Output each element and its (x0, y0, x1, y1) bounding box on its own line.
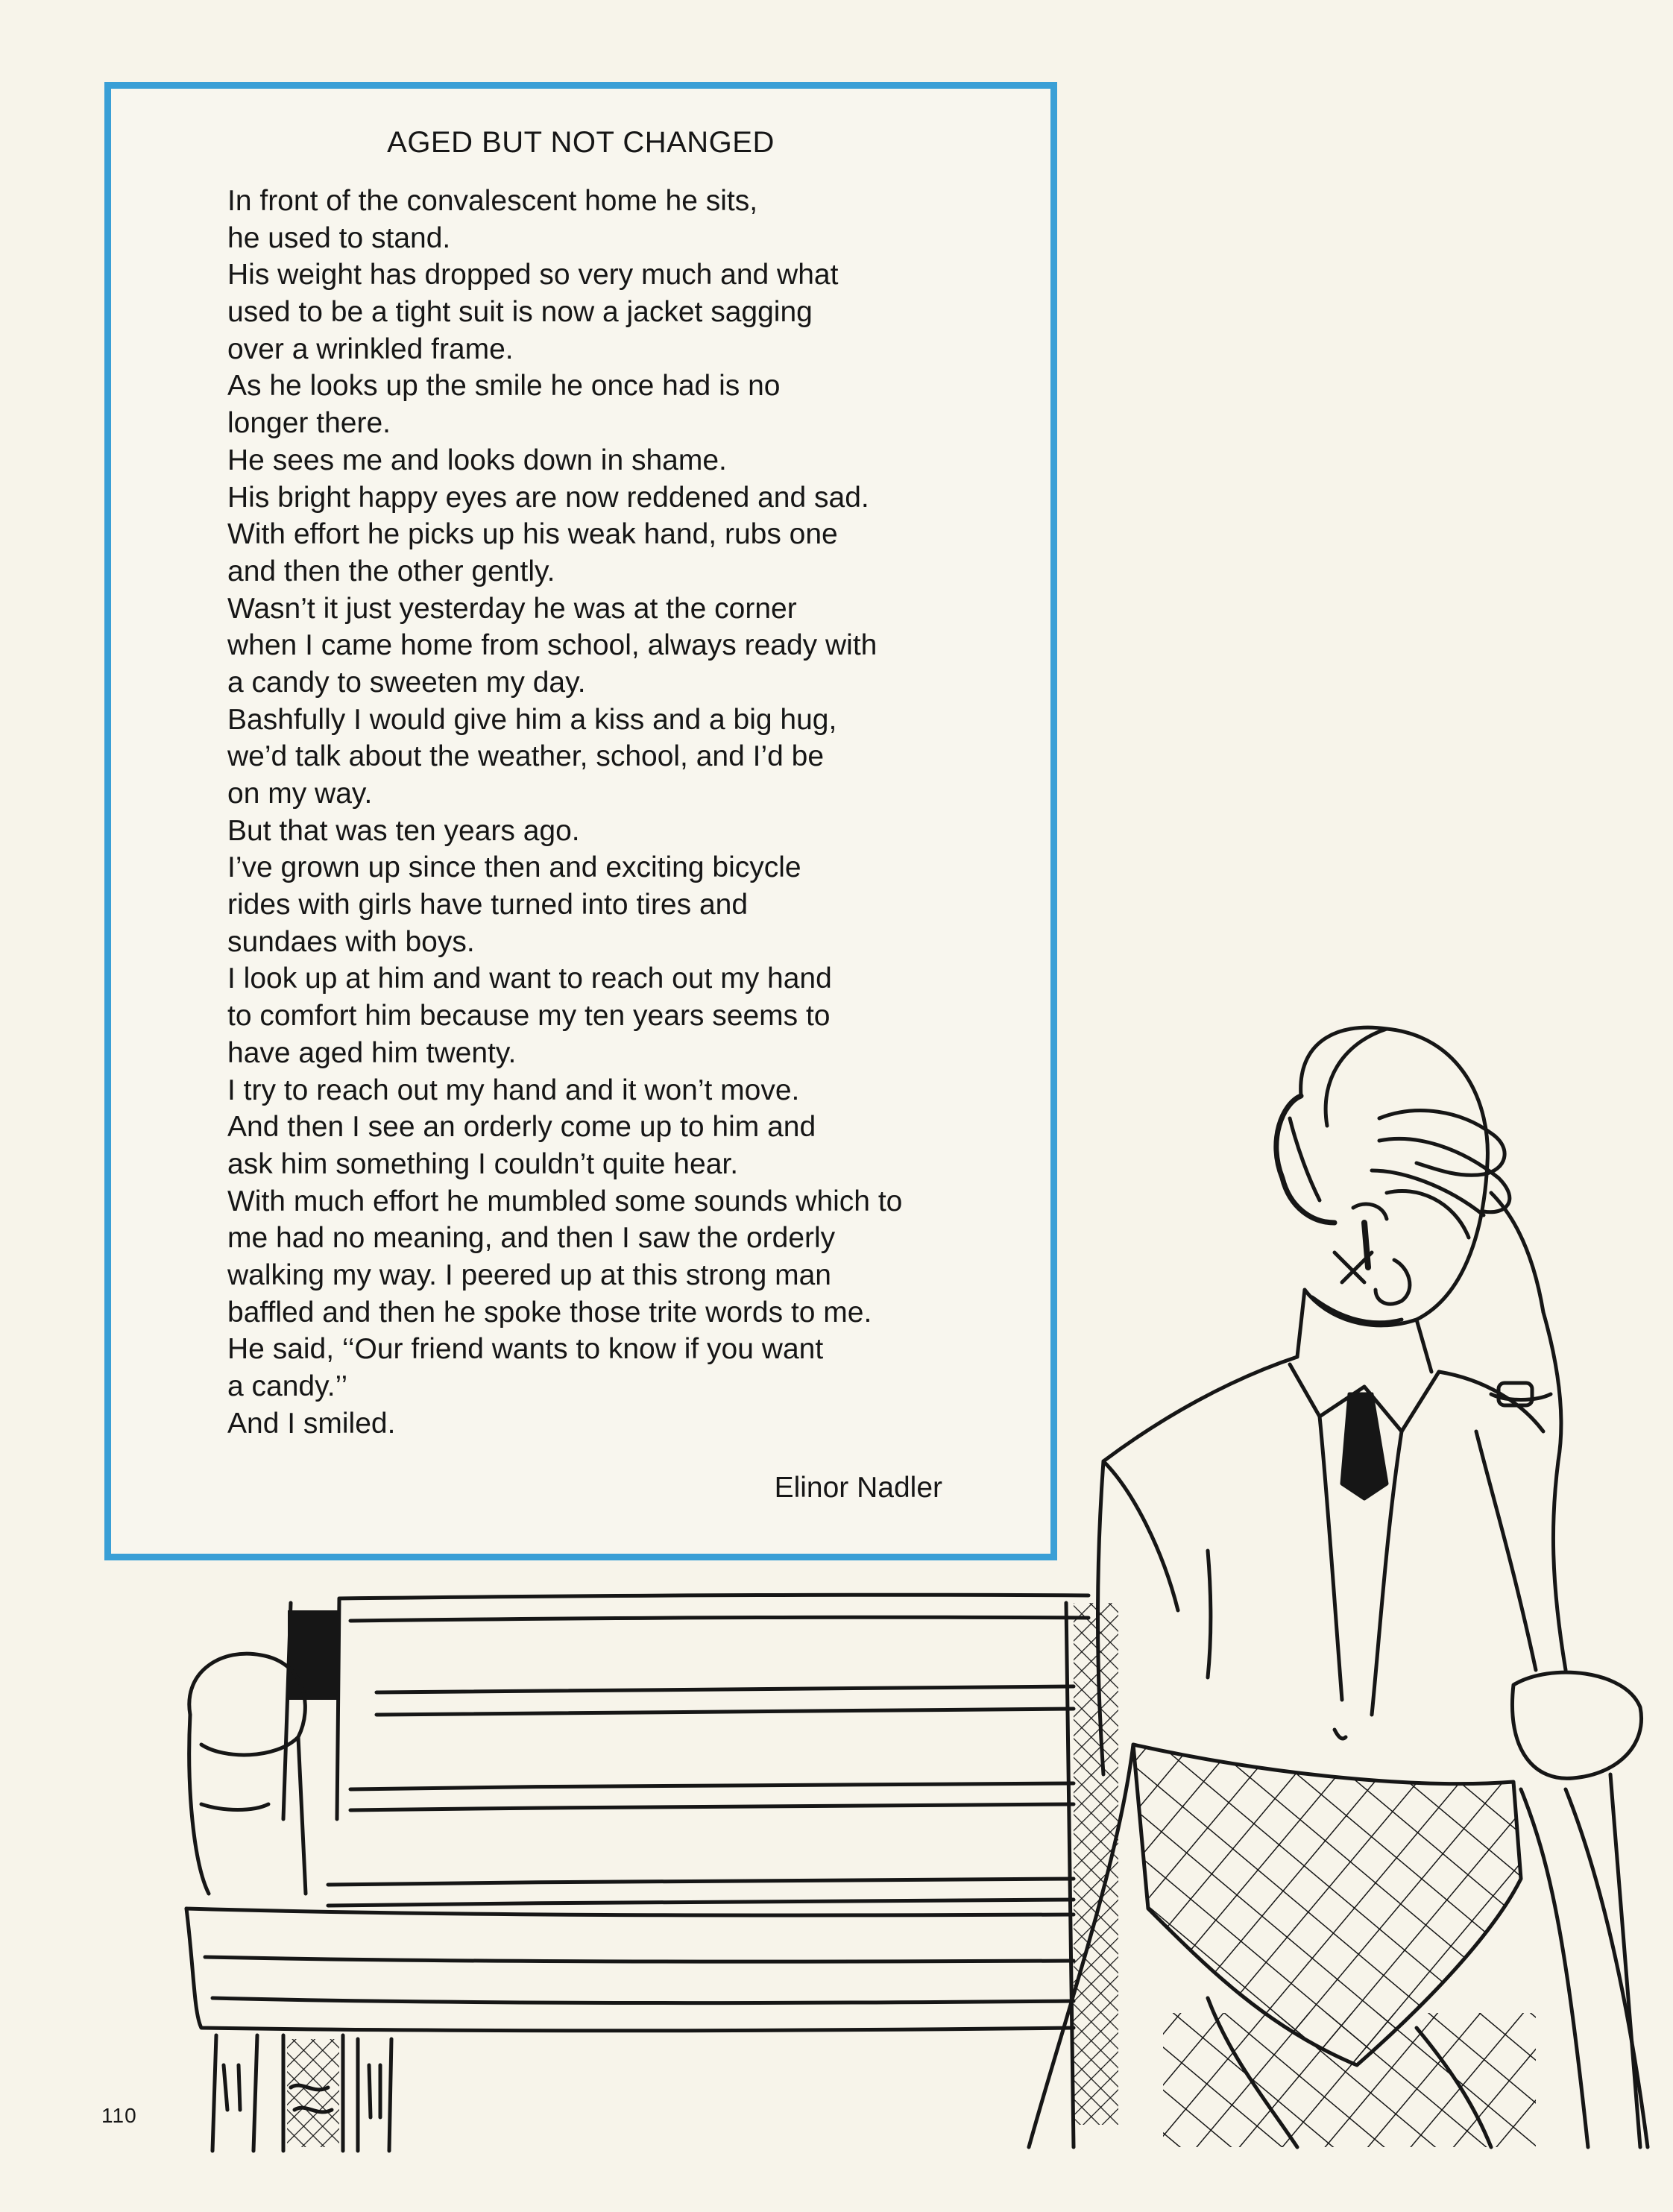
page-number: 110 (101, 2104, 137, 2127)
poem-line: baffled and then he spoke those trite words to me. (227, 1296, 872, 1329)
poem-line: With much effort he mumbled some sounds which to (227, 1185, 903, 1217)
poem-line: And then I see an orderly come up to him and (227, 1111, 816, 1144)
poem-line: walking my way. I peered up at this strong man (227, 1258, 831, 1291)
poem-line: over a wrinkled frame. (227, 333, 514, 365)
poem-line: me had no meaning, and then I saw the orderly (227, 1222, 836, 1255)
poem-line: With effort he picks up his weak hand, rubs one (227, 518, 838, 551)
poem-line: His bright happy eyes are now reddened and sad. (227, 481, 869, 514)
poem-line: Wasn’t it just yesterday he was at the corner (227, 592, 797, 625)
poem-title: AGED BUT NOT CHANGED (387, 126, 775, 159)
poem-line: rides with girls have turned into tires and (227, 889, 749, 921)
old-man-figure (1029, 1027, 1648, 2147)
poem-line: As he looks up the smile he once had is no (227, 370, 781, 403)
poem-line: And I smiled. (227, 1407, 396, 1440)
poem-line: He sees me and looks down in shame. (227, 444, 727, 476)
poem-line: we’d talk about the weather, school, and I’d be (227, 740, 825, 773)
poem-line: I look up at him and want to reach out my hand (227, 962, 832, 995)
poem-line: ask him something I couldn’t quite hear. (227, 1147, 739, 1180)
poem-line: In front of the convalescent home he sits, (227, 185, 758, 217)
poem-line: But that was ten years ago. (227, 814, 580, 847)
poem-line: when I came home from school, always ready with (227, 629, 878, 662)
poem-line: His weight has dropped so very much and what (227, 259, 839, 292)
poem-line: used to be a tight suit is now a jacket sagging (227, 296, 813, 329)
poem-line: and then the other gently. (227, 555, 555, 587)
poem-line: a candy to sweeten my day. (227, 666, 586, 699)
poem-line: longer there. (227, 407, 391, 440)
poem-line: a candy.’’ (227, 1370, 348, 1402)
poem-author: Elinor Nadler (774, 1472, 942, 1504)
poem-line: I try to reach out my hand and it won’t move. (227, 1074, 800, 1106)
poem-line: to comfort him because my ten years seems to (227, 1000, 831, 1033)
poem-line: on my way. (227, 778, 373, 810)
poem-line: sundaes with boys. (227, 925, 475, 958)
poem-line: he used to stand. (227, 221, 451, 254)
bench (186, 1595, 1088, 2151)
poem-line: I’ve grown up since then and exciting bicycle (227, 851, 801, 884)
poem-line: Bashfully I would give him a kiss and a big hug, (227, 703, 837, 736)
poem-line: have aged him twenty. (227, 1036, 517, 1069)
poem-line: He said, ‘‘Our friend wants to know if you want (227, 1333, 824, 1366)
